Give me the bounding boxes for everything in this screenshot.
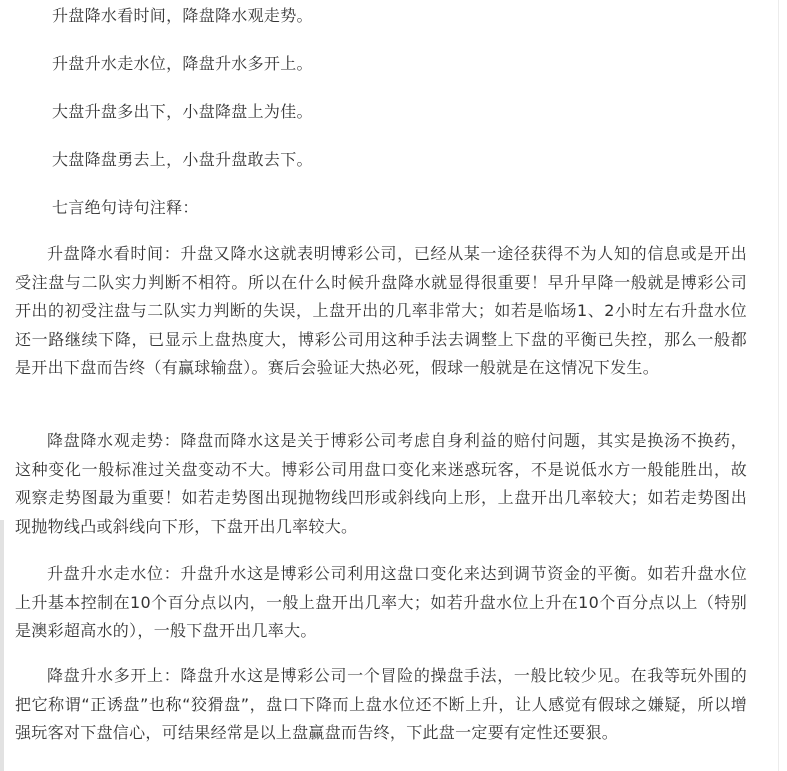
verse-line-3: 大盘升盘多出下，小盘降盘上为佳。 [52,102,313,121]
annotation-paragraph-4: 降盘升水多开上：降盘升水这是博彩公司一个冒险的操盘手法，一般比较少见。在我等玩外围的把它称谓“正诱盘”也称“狡猾盘”，盘口下降而上盘水位还不断上升，让人感觉有假球之嫌疑，所以增强玩客对下盘信心，可结果经常是以上盘赢盘而告终，下此盘一定要有定性还要狠。 [15,666,747,742]
verse-line-1: 升盘降水看时间，降盘降水观走势。 [52,6,313,25]
annotation-heading: 七言绝句诗句注释： [52,198,199,217]
annotation-paragraph-2: 降盘降水观走势：降盘而降水这是关于博彩公司考虑自身利益的赔付问题，其实是换汤不换药，这种变化一般标准过关盘变动不大。博彩公司用盘口变化来迷惑玩客，不是说低水方一般能胜出，故观察走势图最为重要！如若走势图出现抛物线凹形或斜线向上形，上盘开出几率较大；如若走势图出现抛物线凸或斜线向下形，下盘开出几率较大。 [15,431,747,536]
verse-line-2: 升盘升水走水位，降盘升水多开上。 [52,54,313,73]
verse-line-4: 大盘降盘勇去上，小盘升盘敢去下。 [52,150,313,169]
annotation-paragraph-1: 升盘降水看时间：升盘又降水这就表明博彩公司，已经从某一途径获得不为人知的信息或是开出受注盘与二队实力判断不相符。所以在什么时候升盘降水就显得很重要！早升早降一般就是博彩公司开出的初受注盘与二队实力判断的失误，上盘开出的几率非常大；如若是临场1、2小时左右升盘水位还一路继续下降，已显示上盘热度大，博彩公司用这种手法去调整上下盘的平衡已失控，那么一般都是开出下盘而告终（有赢球输盘）。赛后会验证大热必死，假球一般就是在这情况下发生。 [15,244,747,377]
right-border [778,0,779,771]
annotation-paragraph-3: 升盘升水走水位：升盘升水这是博彩公司利用这盘口变化来达到调节资金的平衡。如若升盘水位上升基本控制在10个百分点以内，一般上盘开出几率大；如若升盘水位上升在10个百分点以上（特别是澳彩超高水的），一般下盘开出几率大。 [15,564,747,640]
